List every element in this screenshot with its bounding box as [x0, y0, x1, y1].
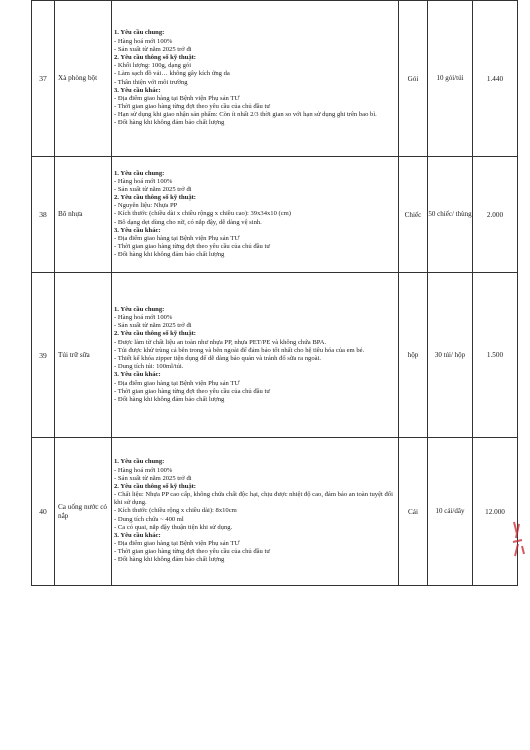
item-unit: Chiếc: [399, 157, 428, 273]
table-row: [32, 157, 518, 273]
table-row: [32, 1, 518, 157]
spec-section-heading: 1. Yêu cầu chung:: [114, 29, 165, 37]
spec-section-heading: 2. Yêu cầu thông số kỹ thuật:: [114, 53, 197, 61]
spec-section-heading: 2. Yêu cầu thông số kỹ thuật:: [114, 482, 197, 490]
spec-line: - Dung tích chứa ~ 400 ml: [114, 515, 184, 523]
spec-line: - Thời gian giao hàng từng đợt theo yêu cầu của chủ đầu tư: [114, 103, 270, 111]
spec-line: - Địa điểm giao hàng tại Bệnh viện Phụ sản TƯ: [114, 379, 240, 387]
spec-line: - Sản xuất từ năm 2025 trở đi: [114, 474, 192, 482]
item-quantity: 1.440: [473, 1, 518, 157]
spec-line: - Đổi hàng khi không đảm bảo chất lượng: [114, 556, 225, 564]
item-specification: [112, 157, 399, 273]
spec-line: - Khối lượng: 100g, dạng gói: [114, 62, 192, 70]
spec-line: - Làm sạch đồ vải… không gây kích ứng da: [114, 70, 230, 78]
row-number: 37: [32, 1, 55, 157]
spec-line: - Túi được khử trùng cả bên trong và bên ngoài để đảm bảo tốt nhất cho hệ tiêu hóa của em bé.: [114, 346, 365, 354]
spec-line: - Được làm từ chất liệu an toàn như nhựa PP, nhựa PET/PE và không chứa BPA.: [114, 338, 327, 346]
table-row: [32, 438, 518, 586]
item-packaging: 30 túi/ hộp: [428, 273, 473, 438]
spec-line: - Hàng hoá mới 100%: [114, 314, 173, 322]
spec-line: - Địa điểm giao hàng tại Bệnh viện Phụ sản TƯ: [114, 94, 240, 102]
table-row: [32, 273, 518, 438]
spec-line: - Dung tích túi: 100ml/túi.: [114, 363, 184, 371]
item-specification: [112, 438, 399, 586]
spec-line: - Đổi hàng khi không đảm bảo chất lượng: [114, 395, 225, 403]
spec-line: - Thời gian giao hàng từng đợt theo yêu cầu của chủ đầu tư: [114, 243, 270, 251]
spec-line: - Kích thước (chiều rộng x chiều dài): 8x10cm: [114, 507, 237, 515]
spec-section-heading: 1. Yêu cầu chung:: [114, 458, 165, 466]
row-number: 40: [32, 438, 55, 586]
row-number: 39: [32, 273, 55, 438]
spec-section-heading: 1. Yêu cầu chung:: [114, 305, 165, 313]
spec-line: - Sản xuất từ năm 2025 trở đi: [114, 185, 192, 193]
spec-line: - Đổi hàng khi không đảm bảo chất lượng: [114, 251, 225, 259]
spec-line: - Địa điểm giao hàng tại Bệnh viện Phụ sản TƯ: [114, 234, 240, 242]
item-quantity: 2.000: [473, 157, 518, 273]
item-name: Xà phòng bột: [55, 1, 112, 157]
spec-line: - Bô dạng dẹt dùng cho nữ, có nắp đậy, dễ dàng vệ sinh.: [114, 218, 262, 226]
spec-section-heading: 3. Yêu cầu khác:: [114, 531, 161, 539]
item-packaging: 10 gói/túi: [428, 1, 473, 157]
spec-line: - Sản xuất từ năm 2025 trở đi: [114, 322, 192, 330]
spec-line: - Sản xuất từ năm 2025 trở đi: [114, 45, 192, 53]
items-table: [31, 0, 518, 586]
spec-line: - Thân thiện với môi trường: [114, 78, 188, 86]
spec-section-heading: 2. Yêu cầu thông số kỹ thuật:: [114, 194, 197, 202]
spec-line: - Hàng hoá mới 100%: [114, 466, 173, 474]
spec-section-heading: 3. Yêu cầu khác:: [114, 371, 161, 379]
spec-line: - Thiết kế khóa zipper tiện dụng để dễ dàng bảo quản và tránh đổ sữa ra ngoài.: [114, 355, 322, 362]
red-stamp-mark: [510, 520, 528, 558]
spec-section-heading: 3. Yêu cầu khác:: [114, 86, 161, 94]
spec-line: - Đổi hàng khi không đảm bảo chất lượng: [114, 119, 225, 127]
spec-line: - Kích thước (chiều dài x chiều rộngg x chiều cao): 39x34x10 (cm): [114, 210, 291, 218]
item-packaging: 50 chiếc/ thùng: [428, 157, 473, 273]
spec-line: - Hạn sử dụng khi giao nhận sản phẩm: Còn ít nhất 2/3 thời gian so với hạn sử dụng ghi trên bao bì.: [114, 111, 377, 119]
table-body: [32, 1, 518, 586]
spec-line: - Hàng hoá mới 100%: [114, 37, 173, 45]
item-unit: Cái: [399, 438, 428, 586]
spec-line: - Thời gian giao hàng từng đợt theo yêu cầu của chủ đầu tư: [114, 548, 270, 556]
spec-section-heading: 2. Yêu cầu thông số kỹ thuật:: [114, 330, 197, 338]
item-quantity: 12.000: [473, 438, 518, 586]
spec-line: - Chất liệu: Nhựa PP cao cấp, không chứa chất độc hại, chịu được nhiệt độ cao, đảm bảo an toàn tuyệt đối khi sử dụng.: [114, 491, 393, 507]
spec-line: - Nguyên liệu: Nhựa PP: [114, 202, 178, 210]
row-number: 38: [32, 157, 55, 273]
item-packaging: 10 cái/dây: [428, 438, 473, 586]
item-specification: [112, 273, 399, 438]
spec-line: - Địa điểm giao hàng tại Bệnh viện Phụ sản TƯ: [114, 540, 240, 548]
item-quantity: 1.500: [473, 273, 518, 438]
item-name: Bô nhựa: [55, 157, 112, 273]
item-name: Túi trữ sữa: [55, 273, 112, 438]
item-unit: hộp: [399, 273, 428, 438]
spec-line: - Thời gian giao hàng từng đợt theo yêu cầu của chủ đầu tư: [114, 387, 270, 395]
item-name: Ca uống nước có nắp: [55, 438, 112, 586]
item-unit: Gói: [399, 1, 428, 157]
spec-line: - Ca có quai, nắp đậy thuận tiện khi sử dụng.: [114, 523, 233, 531]
spec-section-heading: 1. Yêu cầu chung:: [114, 169, 165, 177]
spec-line: - Hàng hoá mới 100%: [114, 177, 173, 185]
spec-section-heading: 3. Yêu cầu khác:: [114, 226, 161, 234]
item-specification: [112, 1, 399, 157]
